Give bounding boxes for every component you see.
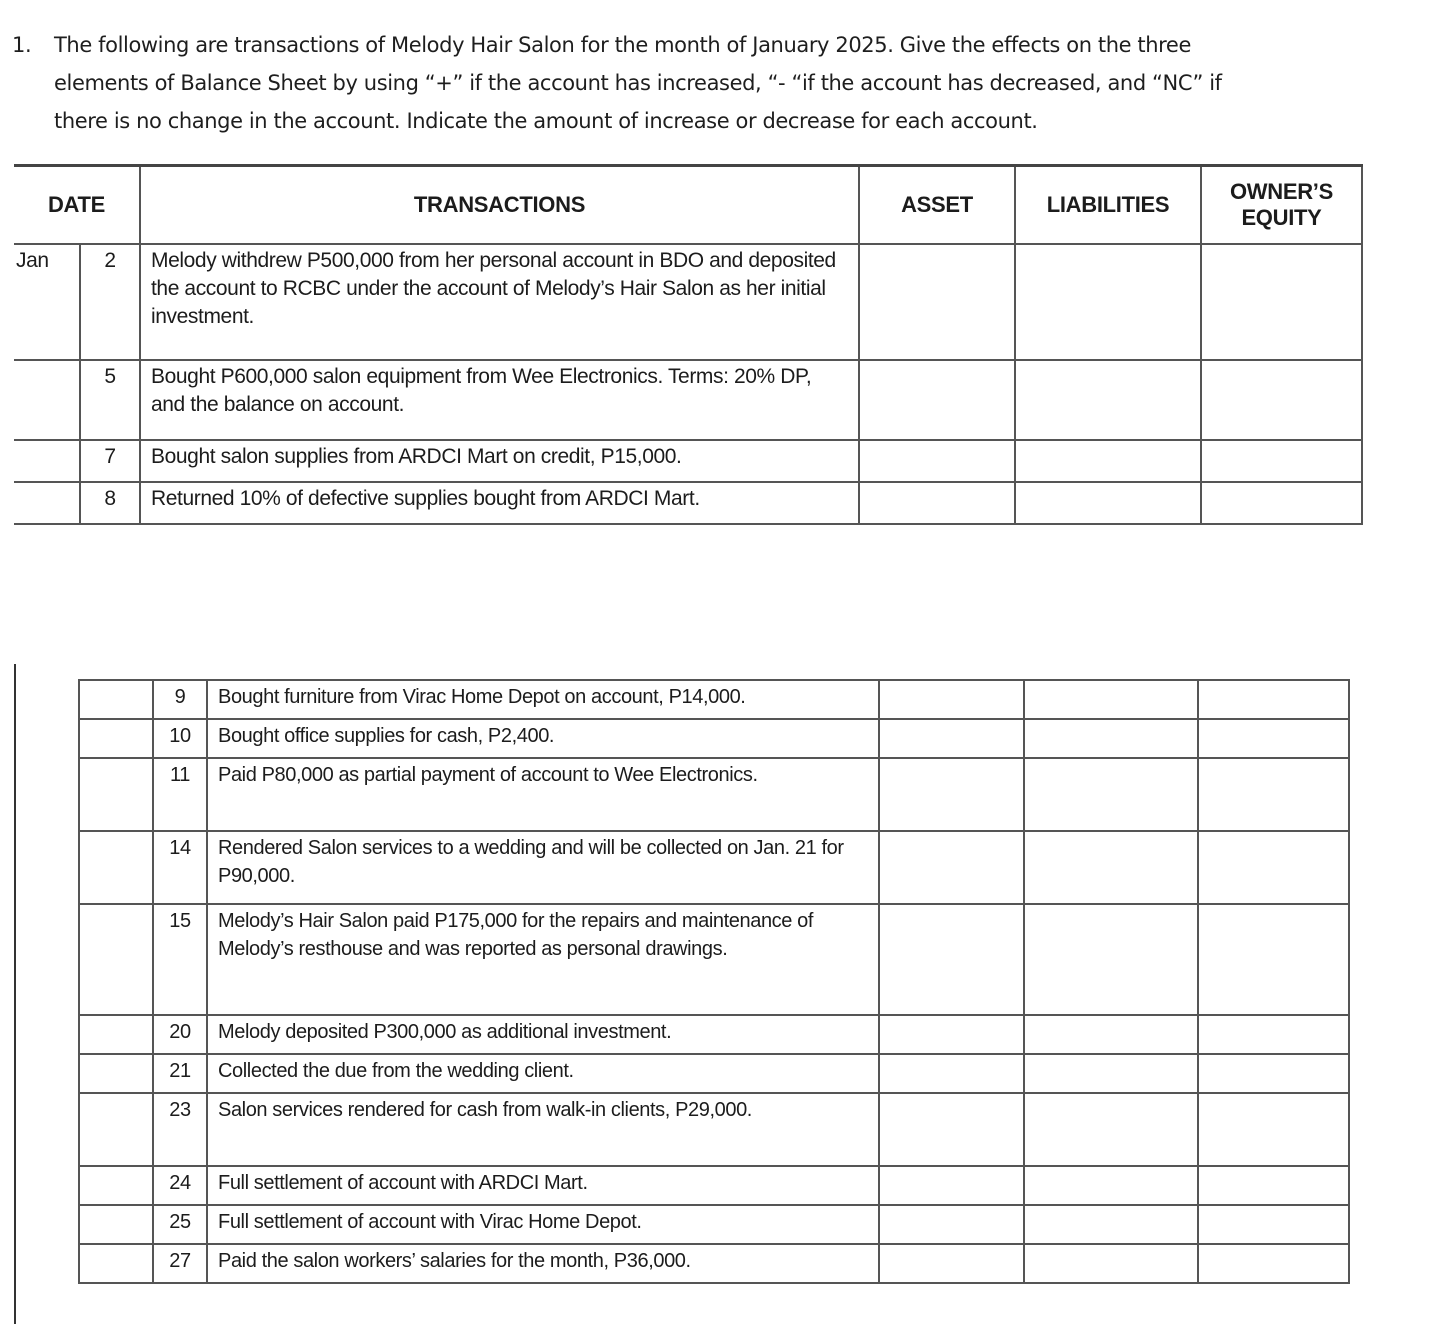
asset-cell[interactable] xyxy=(879,1244,1024,1283)
instructions-line-1: The following are transactions of Melody Hair Salon for the month of January 2025. Give the effects on the three xyxy=(54,33,1191,57)
liabilities-cell[interactable] xyxy=(1024,831,1198,904)
question-number: 1. xyxy=(12,33,32,57)
table-row xyxy=(79,1093,1349,1166)
owners-equity-header-line-1: OWNER’S xyxy=(1229,179,1333,204)
transactions-table-part-2 xyxy=(78,679,1350,1284)
liabilities-cell[interactable] xyxy=(1024,1205,1198,1244)
month-cell xyxy=(14,440,80,482)
month-cell xyxy=(79,1054,153,1093)
asset-cell[interactable] xyxy=(879,1054,1024,1093)
day-cell: 27 xyxy=(153,1244,207,1283)
month-cell xyxy=(79,1205,153,1244)
table-row xyxy=(79,1015,1349,1054)
month-cell xyxy=(79,831,153,904)
asset-cell[interactable] xyxy=(879,1015,1024,1054)
transaction-cell: Returned 10% of defective supplies bought from ARDCI Mart. xyxy=(140,482,859,524)
table-row xyxy=(79,680,1349,719)
date-header: DATE xyxy=(14,166,140,245)
liabilities-cell[interactable] xyxy=(1024,680,1198,719)
asset-cell[interactable] xyxy=(879,904,1024,1015)
asset-cell[interactable] xyxy=(879,1166,1024,1205)
table-row xyxy=(14,440,1362,482)
month-cell xyxy=(79,680,153,719)
owners-equity-cell[interactable] xyxy=(1198,758,1349,831)
table-row xyxy=(14,482,1362,524)
month-cell: Jan xyxy=(14,244,80,360)
day-cell: 8 xyxy=(80,482,140,524)
day-cell: 15 xyxy=(153,904,207,1015)
transaction-cell: Melody deposited P300,000 as additional investment. xyxy=(207,1015,879,1054)
liabilities-cell[interactable] xyxy=(1015,440,1201,482)
asset-cell[interactable] xyxy=(859,482,1015,524)
table-row xyxy=(79,1244,1349,1283)
transaction-cell: Rendered Salon services to a wedding and will be collected on Jan. 21 for P90,000. xyxy=(207,831,879,904)
transaction-cell: Bought salon supplies from ARDCI Mart on credit, P15,000. xyxy=(140,440,859,482)
month-cell xyxy=(14,360,80,440)
owners-equity-cell[interactable] xyxy=(1198,904,1349,1015)
asset-cell[interactable] xyxy=(859,360,1015,440)
table-row xyxy=(79,719,1349,758)
transactions-table-part-1 xyxy=(14,164,1363,525)
instructions xyxy=(12,26,1342,140)
owners-equity-header xyxy=(1201,166,1362,245)
asset-cell[interactable] xyxy=(879,719,1024,758)
liabilities-cell[interactable] xyxy=(1015,244,1201,360)
owners-equity-cell[interactable] xyxy=(1198,1166,1349,1205)
transaction-cell: Bought office supplies for cash, P2,400. xyxy=(207,719,879,758)
transaction-cell: Melody withdrew P500,000 from her personal account in BDO and deposited the account to RCBC under the account of Melody’s Hair Salon as her initial investment. xyxy=(140,244,859,360)
month-cell xyxy=(79,904,153,1015)
liabilities-header: LIABILITIES xyxy=(1015,166,1201,245)
asset-cell[interactable] xyxy=(879,831,1024,904)
owners-equity-cell[interactable] xyxy=(1198,1054,1349,1093)
owners-equity-cell[interactable] xyxy=(1201,440,1362,482)
instructions-line-2: elements of Balance Sheet by using “+” if the account has increased, “- “if the account has decreased, and “NC” if xyxy=(54,71,1222,95)
day-cell: 14 xyxy=(153,831,207,904)
owners-equity-cell[interactable] xyxy=(1201,360,1362,440)
liabilities-cell[interactable] xyxy=(1024,904,1198,1015)
day-cell: 25 xyxy=(153,1205,207,1244)
month-cell xyxy=(79,758,153,831)
owners-equity-header-line-2: EQUITY xyxy=(1241,205,1322,230)
table-row xyxy=(79,904,1349,1015)
instructions-text xyxy=(54,26,1342,140)
owners-equity-cell[interactable] xyxy=(1198,1093,1349,1166)
header-row xyxy=(14,166,1362,245)
asset-cell[interactable] xyxy=(859,244,1015,360)
asset-cell[interactable] xyxy=(879,680,1024,719)
asset-cell[interactable] xyxy=(879,758,1024,831)
owners-equity-cell[interactable] xyxy=(1198,1244,1349,1283)
month-cell xyxy=(79,1244,153,1283)
day-cell: 2 xyxy=(80,244,140,360)
liabilities-cell[interactable] xyxy=(1024,1093,1198,1166)
transaction-cell: Paid P80,000 as partial payment of account to Wee Electronics. xyxy=(207,758,879,831)
month-cell xyxy=(79,1093,153,1166)
day-cell: 11 xyxy=(153,758,207,831)
page-margin-line xyxy=(14,664,16,1324)
table-row xyxy=(14,360,1362,440)
month-cell xyxy=(14,482,80,524)
owners-equity-cell[interactable] xyxy=(1198,831,1349,904)
month-cell xyxy=(79,1166,153,1205)
transaction-cell: Melody’s Hair Salon paid P175,000 for the repairs and maintenance of Melody’s resthouse and was reported as personal drawings. xyxy=(207,904,879,1015)
liabilities-cell[interactable] xyxy=(1024,1015,1198,1054)
asset-cell[interactable] xyxy=(879,1205,1024,1244)
owners-equity-cell[interactable] xyxy=(1198,1015,1349,1054)
transaction-cell: Full settlement of account with ARDCI Mart. xyxy=(207,1166,879,1205)
day-cell: 23 xyxy=(153,1093,207,1166)
table-row xyxy=(14,244,1362,360)
owners-equity-cell[interactable] xyxy=(1198,680,1349,719)
month-cell xyxy=(79,719,153,758)
transactions-header: TRANSACTIONS xyxy=(140,166,859,245)
table-row xyxy=(79,758,1349,831)
transaction-cell: Full settlement of account with Virac Home Depot. xyxy=(207,1205,879,1244)
instructions-line-3: there is no change in the account. Indicate the amount of increase or decrease for each account. xyxy=(54,109,1038,133)
liabilities-cell[interactable] xyxy=(1024,719,1198,758)
transaction-cell: Bought furniture from Virac Home Depot on account, P14,000. xyxy=(207,680,879,719)
owners-equity-cell[interactable] xyxy=(1201,244,1362,360)
liabilities-cell[interactable] xyxy=(1015,360,1201,440)
asset-cell[interactable] xyxy=(859,440,1015,482)
liabilities-cell[interactable] xyxy=(1015,482,1201,524)
day-cell: 9 xyxy=(153,680,207,719)
transaction-cell: Salon services rendered for cash from walk-in clients, P29,000. xyxy=(207,1093,879,1166)
month-cell xyxy=(79,1015,153,1054)
day-cell: 7 xyxy=(80,440,140,482)
liabilities-cell[interactable] xyxy=(1024,1054,1198,1093)
liabilities-cell[interactable] xyxy=(1024,758,1198,831)
owners-equity-cell[interactable] xyxy=(1198,1205,1349,1244)
asset-header: ASSET xyxy=(859,166,1015,245)
transaction-cell: Collected the due from the wedding client. xyxy=(207,1054,879,1093)
table-row xyxy=(79,1054,1349,1093)
table-row xyxy=(79,1205,1349,1244)
day-cell: 21 xyxy=(153,1054,207,1093)
owners-equity-cell[interactable] xyxy=(1201,482,1362,524)
owners-equity-cell[interactable] xyxy=(1198,719,1349,758)
day-cell: 20 xyxy=(153,1015,207,1054)
transaction-cell: Bought P600,000 salon equipment from Wee Electronics. Terms: 20% DP, and the balance on account. xyxy=(140,360,859,440)
liabilities-cell[interactable] xyxy=(1024,1244,1198,1283)
table-row xyxy=(79,831,1349,904)
day-cell: 5 xyxy=(80,360,140,440)
asset-cell[interactable] xyxy=(879,1093,1024,1166)
liabilities-cell[interactable] xyxy=(1024,1166,1198,1205)
table-row xyxy=(79,1166,1349,1205)
day-cell: 10 xyxy=(153,719,207,758)
day-cell: 24 xyxy=(153,1166,207,1205)
transaction-cell: Paid the salon workers’ salaries for the month, P36,000. xyxy=(207,1244,879,1283)
